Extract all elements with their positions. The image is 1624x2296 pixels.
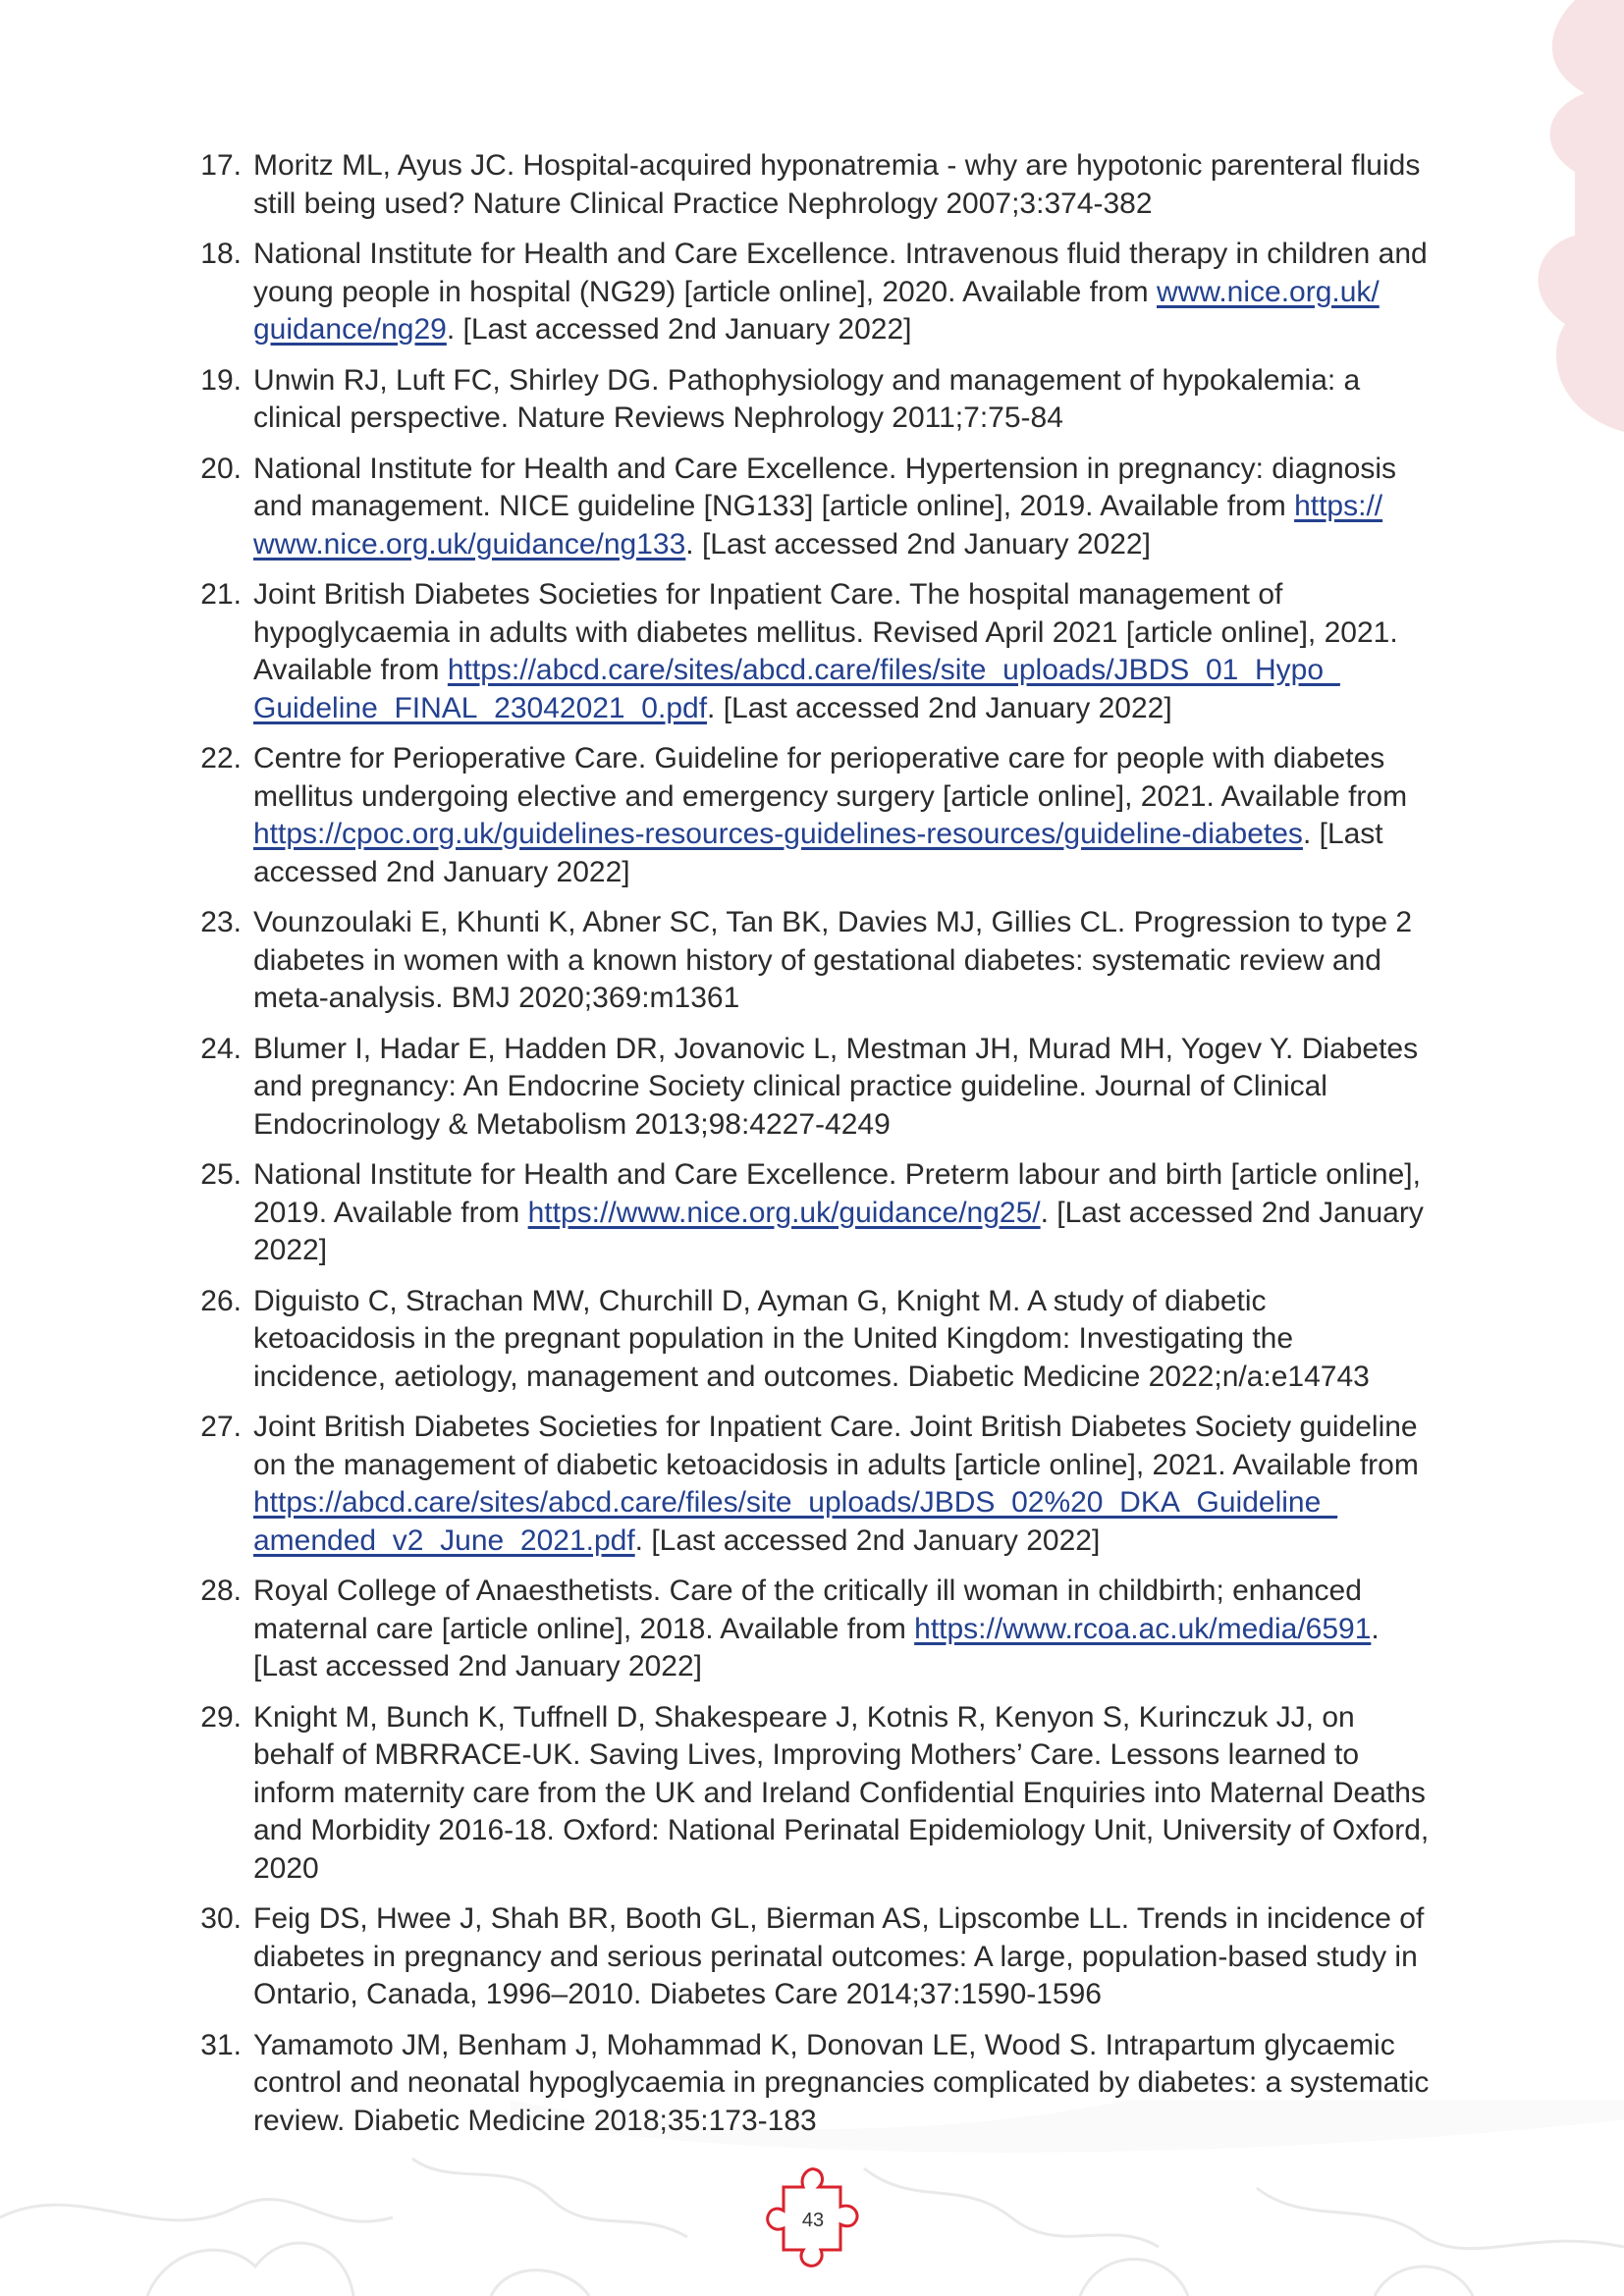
reference-text: Vounzoulaki E, Khunti K, Abner SC, Tan BK, Davies MJ, Gillies CL. Progression to type 2 diabetes in women with a known history of gestational diabetes: systematic review and meta-analysis. BMJ 2020;369:m1361 bbox=[253, 906, 1413, 1014]
reference-number: 23. bbox=[200, 906, 242, 938]
reference-item bbox=[187, 362, 1434, 438]
reference-item bbox=[187, 1156, 1434, 1270]
page-number: 43 bbox=[801, 2210, 825, 2231]
page-footer bbox=[754, 2165, 872, 2273]
reference-text: . [Last accessed 2nd January 2022] bbox=[253, 1196, 1424, 1266]
reference-item bbox=[187, 2027, 1434, 2141]
reference-text: . [Last accessed 2nd January 2022] bbox=[253, 818, 1383, 888]
reference-number: 29. bbox=[200, 1700, 242, 1734]
reference-number: 28. bbox=[200, 1575, 242, 1607]
reference-number: 21. bbox=[200, 578, 242, 611]
puzzle-decoration-top-icon bbox=[1428, 0, 1624, 461]
reference-list bbox=[187, 147, 1434, 2153]
reference-text: Moritz ML, Ayus JC. Hospital-acquired hyponatremia - why are hypotonic parenteral fluids still being used? Nature Clinical Practice Nephrology 2007;3:374-382 bbox=[253, 149, 1421, 220]
reference-number: 31. bbox=[200, 2028, 242, 2061]
reference-text: Blumer I, Hadar E, Hadden DR, Jovanovic L, Mestman JH, Murad MH, Yogev Y. Diabetes and pregnancy: An Endocrine Society clinical practice guideline. Journal of Clinical Endocrinology & Metabolism 2013;98:4227-4249 bbox=[253, 1032, 1419, 1141]
reference-number: 27. bbox=[200, 1411, 242, 1443]
reference-number: 20. bbox=[200, 452, 242, 485]
reference-text: Knight M, Bunch K, Tuffnell D, Shakespeare J, Kotnis R, Kenyon S, Kurinczuk JJ, on behalf of MBRRACE-UK. Saving Lives, Improving Mothers’ Care. Lessons learned to inform maternity care from the UK and Ireland Confidential Enquiries into Maternal Deaths and Morbidity 2016-18. Oxford: National Perinatal Epidemiology Unit, University of Oxford, 2020 bbox=[253, 1700, 1430, 1885]
reference-text: Joint British Diabetes Societies for Inpatient Care. The hospital management of hypoglycaemia in adults with diabetes mellitus. Revised April 2021 [article online], 2021. Available from bbox=[253, 578, 1398, 686]
reference-item bbox=[187, 147, 1434, 223]
reference-item bbox=[187, 1031, 1434, 1145]
reference-text: Feig DS, Hwee J, Shah BR, Booth GL, Bierman AS, Lipscombe LL. Trends in incidence of diabetes in pregnancy and serious perinatal outcomes: A large, population-based study in Ontario, Canada, 1996–2010. Diabetes Care 2014;37:1590-1596 bbox=[253, 1902, 1425, 2010]
reference-number: 22. bbox=[200, 742, 242, 774]
reference-number: 24. bbox=[200, 1032, 242, 1065]
reference-link[interactable]: https:// www.nice.org.uk/guidance/ng133 bbox=[253, 490, 1383, 561]
reference-item bbox=[187, 576, 1434, 727]
reference-text: . [Last accessed 2nd January 2022] bbox=[685, 527, 1151, 561]
reference-item bbox=[187, 1699, 1434, 1889]
reference-text: Yamamoto JM, Benham J, Mohammad K, Donovan LE, Wood S. Intrapartum glycaemic control and neonatal hypoglycaemia in pregnancies complicated by diabetes: a systematic review. Diabetic Medicine 2018;35:173-183 bbox=[253, 2028, 1430, 2137]
reference-link[interactable]: https://cpoc.org.uk/guidelines-resources-guidelines-resources/guideline-diabetes bbox=[253, 818, 1303, 850]
reference-text: Joint British Diabetes Societies for Inpatient Care. Joint British Diabetes Society guideline on the management of diabetic ketoacidosis in adults [article online], 2021. Available from bbox=[253, 1411, 1419, 1481]
reference-text: Diguisto C, Strachan MW, Churchill D, Ayman G, Knight M. A study of diabetic ketoacidosis in the pregnant population in the United Kingdom: Investigating the incidence, aetiology, management and outcomes. Diabetic Medicine 2022;n/a:e14743 bbox=[253, 1284, 1370, 1393]
reference-item bbox=[187, 236, 1434, 349]
reference-number: 30. bbox=[200, 1902, 242, 1935]
reference-link[interactable]: https://www.rcoa.ac.uk/media/6591 bbox=[914, 1612, 1372, 1645]
reference-item bbox=[187, 1573, 1434, 1686]
reference-text: . [Last accessed 2nd January 2022] bbox=[707, 691, 1172, 724]
reference-item bbox=[187, 451, 1434, 564]
reference-number: 17. bbox=[200, 149, 242, 182]
reference-number: 19. bbox=[200, 363, 242, 397]
reference-text: . [Last accessed 2nd January 2022] bbox=[446, 313, 912, 346]
reference-text: . [Last accessed 2nd January 2022] bbox=[634, 1523, 1101, 1557]
reference-text: Royal College of Anaesthetists. Care of the critically ill woman in childbirth; enhanced maternal care [article online], 2018. Available from bbox=[253, 1575, 1362, 1645]
reference-text: . [Last accessed 2nd January 2022] bbox=[253, 1612, 1380, 1682]
reference-text: National Institute for Health and Care Excellence. Preterm labour and birth [article online], 2019. Available from bbox=[253, 1158, 1421, 1229]
reference-text: National Institute for Health and Care Excellence. Intravenous fluid therapy in children and young people in hospital (NG29) [article online], 2020. Available from bbox=[253, 238, 1428, 308]
reference-item bbox=[187, 740, 1434, 891]
reference-link[interactable]: www.nice.org.uk/ guidance/ng29 bbox=[253, 275, 1380, 346]
reference-item bbox=[187, 1409, 1434, 1560]
reference-link[interactable]: https://abcd.care/sites/abcd.care/files/site_uploads/JBDS_01_Hypo_ Guideline_FINAL_23042021_0.pdf bbox=[253, 654, 1340, 724]
reference-link[interactable]: https://www.nice.org.uk/guidance/ng25/ bbox=[527, 1196, 1041, 1229]
reference-text: National Institute for Health and Care Excellence. Hypertension in pregnancy: diagnosis and management. NICE guideline [NG133] [article online], 2019. Available from bbox=[253, 452, 1396, 522]
reference-link[interactable]: https://abcd.care/sites/abcd.care/files/site_uploads/JBDS_02%20_DKA_Guideline_ amended_v2_June_2021.pdf bbox=[253, 1486, 1337, 1557]
reference-number: 25. bbox=[200, 1158, 242, 1191]
reference-item bbox=[187, 904, 1434, 1018]
reference-text: Unwin RJ, Luft FC, Shirley DG. Pathophysiology and management of hypokalemia: a clinical perspective. Nature Reviews Nephrology 2011;7:75-84 bbox=[253, 363, 1361, 434]
reference-item bbox=[187, 1900, 1434, 2014]
reference-item bbox=[187, 1283, 1434, 1397]
reference-number: 26. bbox=[200, 1284, 242, 1317]
reference-number: 18. bbox=[200, 238, 242, 270]
reference-text: Centre for Perioperative Care. Guideline for perioperative care for people with diabetes mellitus undergoing elective and emergency surgery [article online], 2021. Available from bbox=[253, 742, 1408, 813]
